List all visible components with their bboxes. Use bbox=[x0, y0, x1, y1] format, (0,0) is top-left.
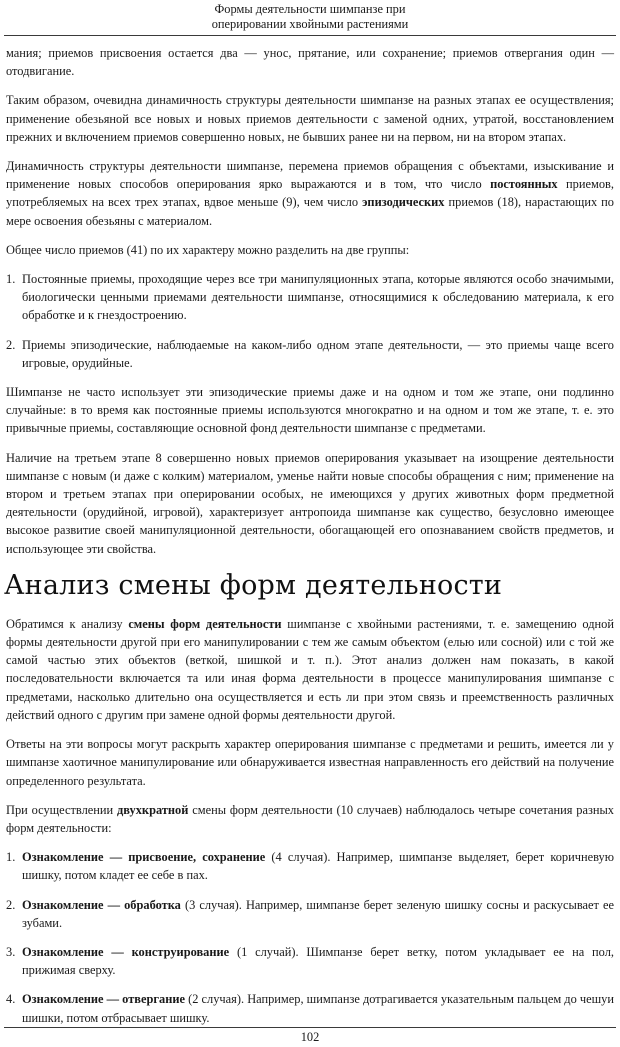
paragraph-third-stage: Наличие на третьем этапе 8 совершенно новых приемов оперирования указывает на изощрение деятельности шимпанзе с новым (и даже с колким) материалом, уменье найти новые способы обращения с ним; применение на втором и третьем этапах при оперировании особых, не имеющихся у других животных форм предметной деятельности (орудийной, игровой), характеризует антропоида шимпанзе как существо, безусловно имеющее высокое развитие своей манипуляционной деятельности, обогащающей его опознаванием свойств предметов, и использующее эти свойства. bbox=[6, 450, 614, 556]
term-constant: постоянных bbox=[490, 177, 558, 192]
list-text: Ознакомление — отвергание (2 случая). Например, шимпанзе дотрагивается указательным пальцем до чешуи шишки, потом отбрасывает шишку. bbox=[22, 992, 614, 1025]
paragraph-dynamics: Таким образом, очевидна динамичность структуры деятельности шимпанзе на разных этапах ее осуществления; применение обезьяной все новых и новых приемов деятельности с заменой одних, утратой, восстановлением прежних и включением приемов совершенно новых, не бывших ранее ни на первом, ни на втором этапах. bbox=[6, 93, 614, 144]
list-text: Ознакомление — обработка (3 случая). Например, шимпанзе берет зеленую шишку сосны и раскусывает ее зубами. bbox=[22, 897, 614, 930]
list-text: Ознакомление — присвоение, сохранение (4 случая). Например, шимпанзе выделяет, берет коричневую шишку, потом кладет ее себе в пах. bbox=[22, 850, 614, 883]
list-item bbox=[6, 336, 614, 372]
list-number: 4. bbox=[6, 992, 16, 1007]
list-number: 1. bbox=[6, 850, 16, 865]
paragraph-technique-counts: Динамичность структуры деятельности шимпанзе, перемена приемов обращения с объектами, изыскивание и применение новых способов оперирования ярко выражаются и в том, что число постоянных приемов, употребляемых на всех трех этапах, вдвое меньше (9), чем число эпизодических приемов (18), нарастающих по мере освоения обезьяны с материалом. bbox=[6, 159, 614, 228]
list-text: Постоянные приемы, проходящие через все три манипуляционных этапа, которые являются особо значимыми, биологически ценными приемами деятельности шимпанзе, относящимися к обследованию материала, к его обработке и к гнездостроению. bbox=[22, 272, 614, 323]
page-number: 102 bbox=[300, 1030, 320, 1044]
running-header-line-1: Формы деятельности шимпанзе при bbox=[214, 2, 406, 16]
list-number: 1. bbox=[6, 272, 16, 287]
paragraph-analysis-intro: Обратимся к анализу смены форм деятельности шимпанзе с хвойными растениями, т. е. замещению одной формы деятельности другой при его манипулировании с тем же самым объектом (елью или сосной) или с той же самой частью этих объектов (веткой, шишкой и т. п.). Этот анализ должен нам показать, в какой последовательности включается та или иная форма деятельности в процессе манипулирования шимпанзе с предметами, насколько длительно она осуществляется и есть ли при этом связь и преемственность различных действий одного с другим при замене одной формы деятельности другой. bbox=[6, 616, 614, 722]
list-item bbox=[6, 848, 614, 884]
paragraph-groups-intro: Общее число приемов (41) по их характеру можно разделить на две группы: bbox=[6, 242, 410, 257]
header-divider bbox=[4, 35, 616, 36]
list-number: 3. bbox=[6, 944, 16, 959]
list-item bbox=[6, 270, 614, 325]
term-form-change: смены форм деятельности bbox=[128, 616, 282, 631]
list-text: Ознакомление — конструирование (1 случай). Шимпанзе берет ветку, потом укладывает ее на пол, прижимая сверху. bbox=[22, 944, 614, 978]
list-item bbox=[6, 990, 614, 1026]
list-number: 2. bbox=[6, 337, 16, 352]
paragraph-episodic: Шимпанзе не часто использует эти эпизодические приемы даже и на одном и том же этапе, они подлинно случайные: в то время как постоянные приемы используются многократно и на одном и том же этапе, т. е. это привычные приемы, составляющие основной фонд деятельности шимпанзе с предметами. bbox=[6, 385, 614, 436]
running-header-line-2: оперировании хвойными растениями bbox=[211, 17, 409, 31]
page-body bbox=[6, 44, 614, 1038]
running-header bbox=[0, 2, 620, 32]
list-item bbox=[6, 943, 614, 979]
term-double: двухкратной bbox=[117, 802, 189, 817]
paragraph-double-change: При осуществлении двухкратной смены форм деятельности (10 случаев) наблюдалось четыре сочетания разных форм деятельности: bbox=[6, 802, 614, 835]
footer-divider bbox=[4, 1027, 616, 1028]
paragraph-continuation: мания; приемов присвоения остается два — унос, прятание, или сохранение; приемов отвергания один — отодвигание. bbox=[6, 46, 614, 79]
list-text: Приемы эпизодические, наблюдаемые на каком-либо одном этапе деятельности, — это приемы чаще всего игровые, орудийные. bbox=[22, 337, 614, 370]
term-episodic: эпизодических bbox=[362, 195, 445, 210]
list-item bbox=[6, 896, 614, 932]
list-number: 2. bbox=[6, 897, 16, 912]
section-heading: Анализ смены форм деятельности bbox=[4, 569, 503, 601]
paragraph-questions: Ответы на эти вопросы могут раскрыть характер оперирования шимпанзе с предметами и решить, имеется ли у шимпанзе хаотичное манипулирование или обнаруживается известная направленность его действий на получение определенного результата. bbox=[6, 737, 614, 788]
